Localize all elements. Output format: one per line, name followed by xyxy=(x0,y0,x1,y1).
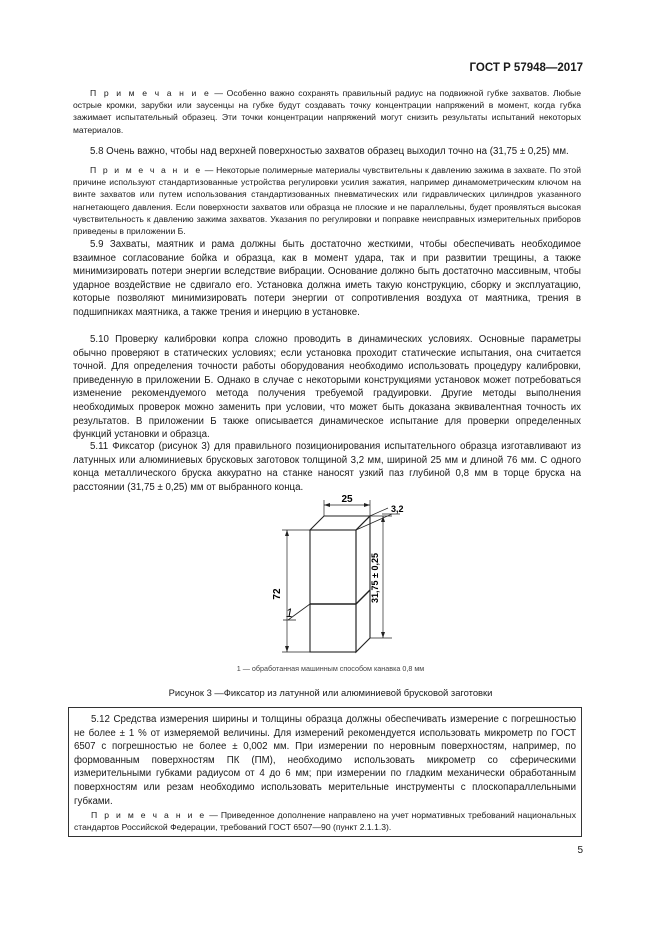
note-3-lead: П р и м е ч а н и е xyxy=(91,810,207,820)
national-addition-box xyxy=(68,707,582,837)
note-1-lead: П р и м е ч а н и е xyxy=(90,88,211,98)
dim-thickness-label: 3,2 xyxy=(391,504,404,514)
groove-line-side xyxy=(356,590,370,604)
paragraph-5-12: 5.12 Средства измерения ширины и толщины образца должны обеспечивать измерение с погрешностью не более ± 1 % от измеряемой величины. Для измерений рекомендуется использовать микрометр по ГОСТ 6507 с погрешностью не более ± 0,002 мм. При измерении по неровным поверхностям, например, по формованным поверхностям ПК (ПМ), необходимо использовать микрометр со сферическими измерительными губками радиусом от 4 до 6 мм; при измерении по гладким механически обработанным поверхностям или резам необходимо использовать мерительные инструменты с плоскопараллельными губками. xyxy=(74,714,576,807)
paragraph-5-8: 5.8 Очень важно, чтобы над верхней поверхностью захватов образец выходил точно на (31,75 ± 0,25) мм. xyxy=(90,146,569,157)
dim-length-label: 72 xyxy=(272,588,283,600)
note-2-lead: П р и м е ч а н и е xyxy=(90,165,203,175)
note-1-text: — Особенно важно сохранять правильный радиус на подвижной губке захватов. Любые острые кромки, зарубки или заусенцы на губке будут создавать точку концентрации напряжений в момент, когда губка зажимает испытательный образец. Эти точки концентрации напряжений могут снизить результаты испытаний некоторых материалов. xyxy=(73,88,581,135)
paragraph-5-11: 5.11 Фиксатор (рисунок 3) для правильного позиционирования испытательного образца изготавливают из латунных или алюминиевых брусковых заготовок толщиной 3,2 мм, шириной 25 мм и длиной 76 мм. С одного конца металлического бруска аккуратно на станке наносят узкий паз глубиной 0,8 мм в торце бруска на расстоянии (31,75 ± 0,25) мм от выбранного конца. xyxy=(73,441,581,493)
paragraph-5-9: 5.9 Захваты, маятник и рама должны быть достаточно жесткими, чтобы обеспечивать необходимое взаимное согласование бойка и образца, как в момент удара, так и при развитии трещины, а также минимизировать потери энергии вследствие вибрации. Основание должно быть достаточно массивным, чтобы ударное воздействие не сдвигало его. Установка должна иметь такую конструкцию, сборку и эксплуатацию, которые позволяют минимизировать потери энергии от сопротивления воздуха от маятника, трения в подшипниках маятника, а также трения и инерцию в установке. xyxy=(73,239,581,318)
paragraph-5-10: 5.10 Проверку калибровки копра сложно проводить в динамических условиях. Основные параметры обычно проверяют в статических условиях; если установка проходит статические испытания, она считается точной. Для определения точности работы оборудования необходимо использовать процедуру калибровки, приведенную в приложении Б. Однако в случае с некоторыми конструкциями установок может потребоваться изменение рекомендуемого метода получения требуемой градуировки. Другие методы выполнения необходимых проверок можно заменить при условии, что может быть доказана эквивалентная точность их результатов. В приложении Б также описывается динамическое испытание для проверки определенных функций установки и образца. xyxy=(73,334,581,441)
callout-number: 1 xyxy=(286,606,293,620)
page-number: 5 xyxy=(577,845,583,856)
dim-width-label: 25 xyxy=(341,494,353,505)
bar-front-face xyxy=(310,530,356,652)
note-3 xyxy=(74,809,576,833)
note-3-text: — Приведенное дополнение направлено на учет нормативных требований национальных стандартов Российской Федерации, требований ГОСТ 6507—90 (пункт 2.1.1.3). xyxy=(74,810,576,833)
note-1 xyxy=(73,87,581,136)
figure-caption: Рисунок 3 —Фиксатор из латунной или алюминиевой брусковой заготовки xyxy=(168,687,493,698)
note-2 xyxy=(73,164,581,237)
bar-side-face xyxy=(356,516,370,652)
dim-offset-label: 31,75 ± 0,25 xyxy=(370,553,380,603)
standard-header: ГОСТ Р 57948—2017 xyxy=(469,62,583,74)
figure-3-drawing xyxy=(0,490,661,662)
note-2-text: — Некоторые полимерные материалы чувствительны к давлению зажима в захвате. По этой причине используют стандартизованные устройства регулировки усилия зажатия, например динамометрическим ключом на винте захватов или путем использования стандартизованных пневматических или гидравлических цилиндров указанного нагнетающего давления. Если поверхности захватов или образца не плоские и не параллельны, будет проявляться высокая чувствительность к давлению зажима захватов. Указания по регулировки и поправке неисправных измерительных приборов приведены в приложении Б. xyxy=(73,165,581,237)
figure-legend: 1 — обработанная машинным способом канавка 0,8 мм xyxy=(236,664,425,673)
